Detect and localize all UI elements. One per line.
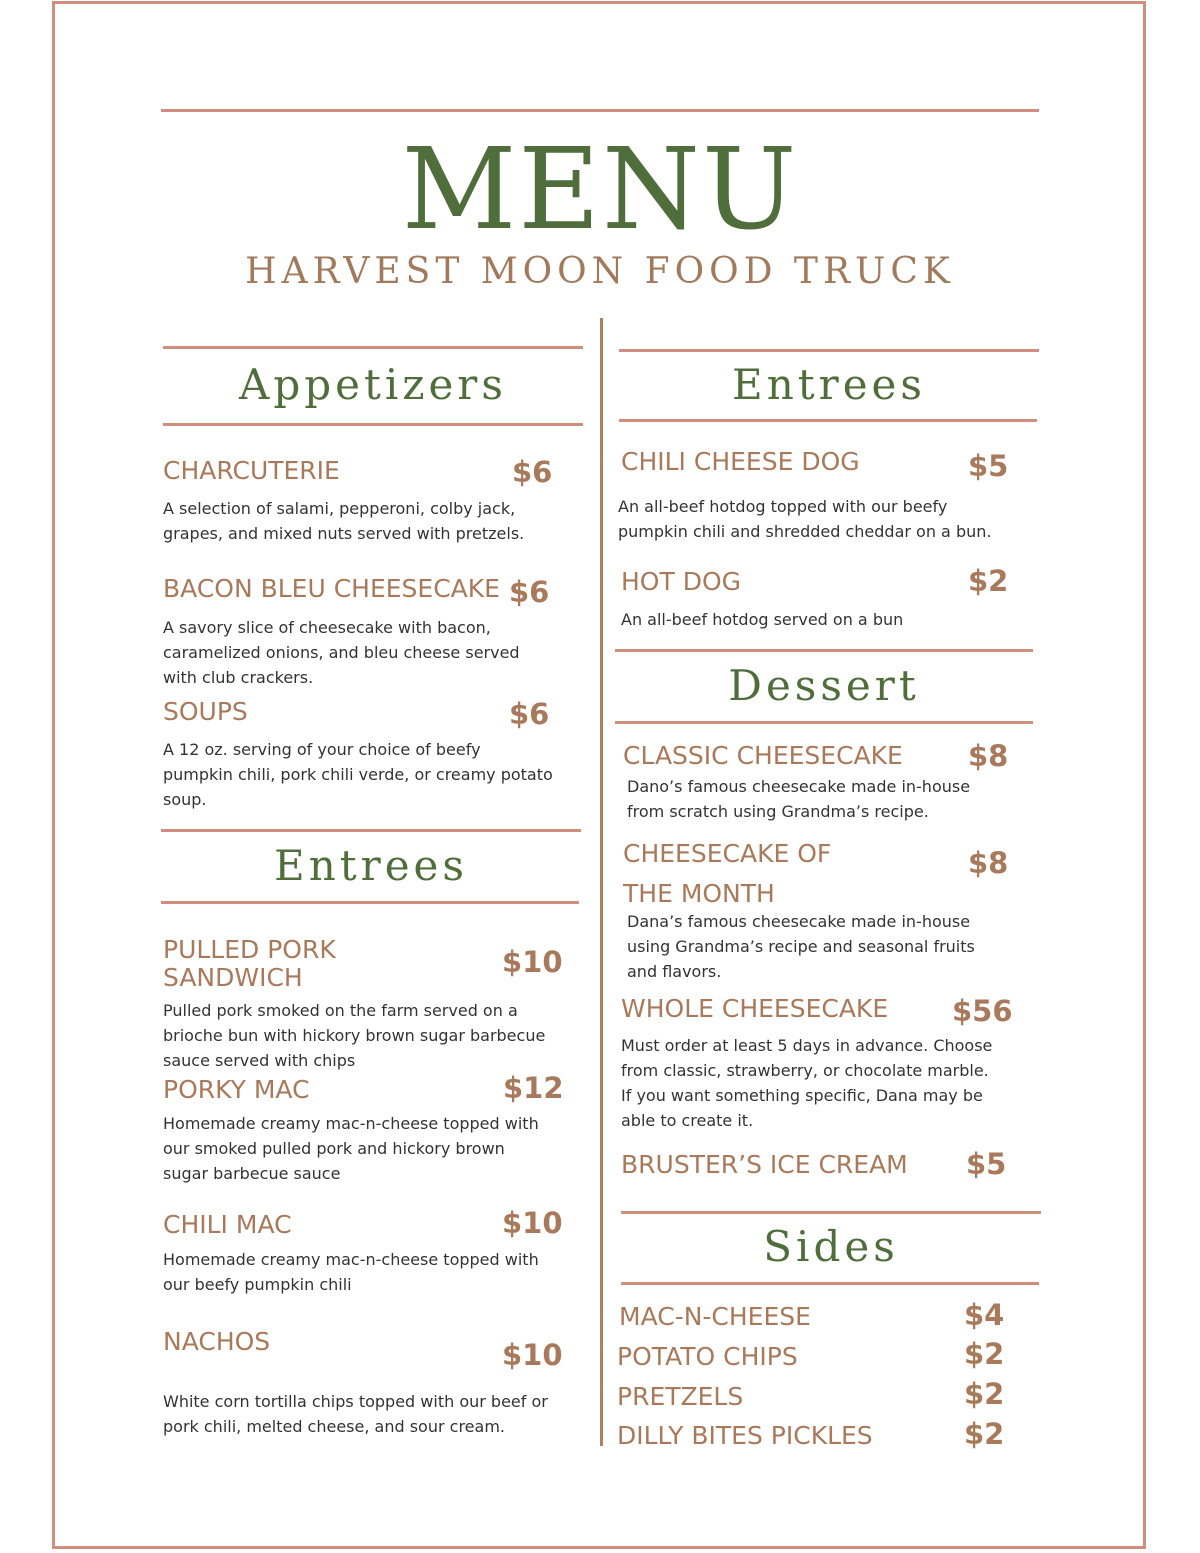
menu-item-description: A 12 oz. serving of your choice of beefy pumpkin chili, pork chili verde, or creamy potato soup. [163,740,553,809]
entrees-heading: Entrees [732,360,926,409]
menu-item-description: A savory slice of cheesecake with bacon, caramelized onions, and bleu cheese served with club crackers. [163,618,520,687]
menu-item-name: NACHOS [163,1327,271,1356]
menu-item-name: HOT DOG [621,567,741,596]
menu-item-name: PORKY MAC [163,1075,310,1104]
menu-item-description: Dana’s famous cheesecake made in-house using Grandma’s recipe and seasonal fruits and flavors. [627,912,975,981]
menu-item-description: Homemade creamy mac-n-cheese topped with our beefy pumpkin chili [163,1250,539,1294]
menu-item-price: $2 [964,1417,1005,1451]
menu-title: MENU [401,125,799,255]
menu-item-name: CHILI CHEESE DOG [621,447,860,476]
menu-item-price: $10 [502,1338,563,1372]
menu-item-price: $10 [502,945,563,979]
menu-item-price: $4 [964,1298,1005,1332]
truck-name: HARVEST MOON FOOD TRUCK [245,251,955,292]
menu-item-name: MAC-N-CHEESE [619,1302,811,1331]
menu-item-name: SOUPS [163,697,248,726]
menu-item-name: CHILI MAC [163,1210,292,1239]
menu-item-price: $10 [502,1206,563,1240]
section-rule [615,721,1033,724]
section-rule [619,349,1039,352]
section-rule [621,1282,1039,1285]
column-divider [600,318,603,1446]
appetizers-heading: Appetizers [239,360,507,409]
menu-item-name: PRETZELS [617,1382,744,1411]
menu-item-price: $56 [952,994,1013,1028]
menu-item-price: $6 [509,575,550,609]
menu-item-name: CHARCUTERIE [163,456,340,485]
menu-item-price: $2 [964,1377,1005,1411]
menu-item-name: BACON BLEU CHEESECAKE [163,574,500,603]
menu-item-price: $5 [968,449,1009,483]
menu-item-price: $6 [512,455,553,489]
menu-item-price: $2 [964,1337,1005,1371]
section-rule [619,419,1037,422]
menu-item-description: A selection of salami, pepperoni, colby jack, grapes, and mixed nuts served with pretzels. [163,499,525,543]
entrees-heading: Entrees [274,841,468,890]
menu-item-description: Must order at least 5 days in advance. Choose from classic, strawberry, or chocolate marble. If you want something specific, Dana may be able to create it. [621,1036,993,1130]
menu-item-description: Pulled pork smoked on the farm served on a brioche bun with hickory brown sugar barbecue sauce served with chips [163,1001,546,1070]
menu-item-name: CHEESECAKE OF THE MONTH [623,839,832,908]
section-rule [615,649,1033,652]
menu-item-name: DILLY BITES PICKLES [617,1421,873,1450]
menu-item-price: $6 [509,697,550,731]
section-rule [161,901,579,904]
menu-item-price: $5 [966,1147,1007,1181]
menu-item-name: BRUSTER’S ICE CREAM [621,1150,908,1179]
dessert-heading: Dessert [728,661,920,710]
menu-item-price: $2 [968,564,1009,598]
menu-item-description: An all-beef hotdog topped with our beefy pumpkin chili and shredded cheddar on a bun. [618,497,992,541]
menu-item-price: $8 [968,739,1009,773]
menu-item-name: PULLED PORK SANDWICH [163,935,336,992]
menu-item-description: Homemade creamy mac-n-cheese topped with our smoked pulled pork and hickory brown sugar barbecue sauce [163,1114,539,1183]
menu-item-description: Dano’s famous cheesecake made in-house from scratch using Grandma’s recipe. [627,777,971,821]
menu-item-name: WHOLE CHEESECAKE [621,994,889,1023]
sides-heading: Sides [763,1222,899,1271]
menu-item-description: White corn tortilla chips topped with our beef or pork chili, melted cheese, and sour cream. [163,1392,548,1436]
section-rule [621,1211,1041,1214]
menu-item-name: POTATO CHIPS [617,1342,798,1371]
section-rule [161,829,581,832]
header-top-rule [161,109,1039,112]
menu-item-description: An all-beef hotdog served on a bun [621,610,904,629]
menu-item-price: $12 [503,1071,564,1105]
section-rule [163,423,583,426]
menu-item-price: $8 [968,846,1009,880]
menu-item-name: CLASSIC CHEESECAKE [623,741,903,770]
section-rule [163,346,583,349]
